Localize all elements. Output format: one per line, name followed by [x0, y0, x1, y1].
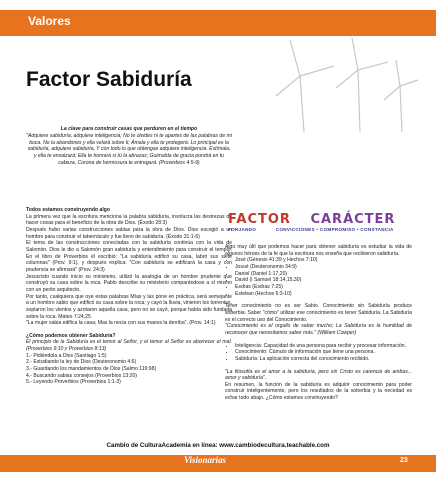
paragraph: Jesucristo cuando inicio su ministerio, utilizó la analogía de un hombre prudente que construyó su casa sobre la roca. Pablo describe su ministerio comparándose a sí mismo con un perito arquitecto. [26, 273, 232, 293]
cowper-quote: "Conocimiento es el orgullo de saber mucho; La Sabiduría es la humildad de reconocer que necesitamos saber más." (William Cowper) [225, 323, 412, 336]
visionarias-logo: Visionarias [184, 455, 227, 465]
steps-list [26, 353, 232, 386]
list-item: • Josué (Deuteronomio 34:9) [235, 264, 412, 271]
list-item: 5.- Leyendo Proverbios (Proverbios 1:1-3) [26, 379, 121, 386]
section-heading: Todos estamos construyendo algo [26, 207, 110, 213]
heroes-list [225, 257, 412, 297]
question-intro: El principio de la Sabiduría es el temor al Señor, y el temor al Señor es aborrecer el mal. (Proverbios 9:10 y Proverbios 8:13) [26, 339, 232, 353]
list-item: 1.- Pidiéndola a Dios (Santiago 1:5) [26, 352, 107, 359]
windmills-illustration [260, 36, 420, 132]
list-item: • Esdras (Esdras 7:25) [235, 284, 412, 291]
paragraph: En resumen, la función de la sabiduría es adquirir conocimiento para poder construir inteligentemente, pero los resultados de la soberbia y la necedad es echar todo abajo. ¿Cómo estamos construyendo? [225, 381, 412, 402]
intro-block [26, 126, 232, 167]
intro-quote: "Adquiere sabiduría, adquiere inteligencia; No te olvides ni te apartes de las palabras de mi boca. No la abandones y ella velará sobre ti; Ámala y ella te protegerá. Lo principal es la sabiduría, adquiere sabiduría, Y con todo lo que obtengas adquiere inteligencia. Estímala, y ella te ensalzará; Ella te honrará si tú la abrazas; Guirnalda de gracia pondrá en tu cabeza, Corona de hermosura te entregará. (Proverbios 4:5-9) [26, 132, 232, 166]
paragraph: La primera vez que la escritura menciona la palabra sabiduría, involucra las destrezas de hacer cosas para el beneficio de la obra de Dios. (Éxodo 28:3) [26, 213, 232, 227]
list-item: • David (I Samuel 18:14,15,30) [235, 277, 412, 284]
question-heading: ¿Cómo podemos obtener Sabiduría? [26, 332, 116, 339]
logo-sub-forjando: FORJANDO [228, 227, 257, 232]
list-item: 2.- Estudiando la ley de Dios (Deuteronomio 4:6) [26, 359, 137, 366]
list-item: • Daniel (Daniel 1:17,20) [235, 271, 412, 278]
factor-caracter-logo [228, 212, 418, 246]
list-item: • Esteban (Hechos 6:3-10) [235, 291, 412, 298]
footer-link-text: Cambio de CulturaAcademia en línea: www.cambiodecultura.teachable.com [106, 442, 330, 449]
left-column [26, 207, 232, 386]
list-item: • Conocimiento: Cúmulo de información que tiene una persona. [235, 349, 412, 356]
paragraph: Después hubo varias construcciones sabias para la obra de Dios. Dios escogió a un hombre para construir el tabernáculo y fue lleno de sabiduría. (Éxodo 31:1-6) [26, 226, 232, 240]
paragraph: "La mujer sabia edifica la casa; Mas la necia con sus manos la derriba". (Prov. 14:1) [26, 320, 216, 327]
intro-heading: La clave para construir casas que perduren en el tiempo [60, 126, 198, 132]
section-title: Valores [28, 14, 71, 28]
list-item: • José (Génesis 41:39 y Hechos 7:10) [235, 257, 412, 264]
list-item: 3.- Guardando los mandamientos de Dios (Salmo 119:98) [26, 366, 157, 373]
article-title: Factor Sabiduría [26, 68, 192, 91]
paragraph: Algo muy útil que podemos hacer para obtener sabiduría es estudiar la vida de algunos héroes de la fe que la escritura nos enseña que recibieron sabiduría. [225, 244, 412, 257]
list-item: • Inteligencia: Capacidad de una persona para recibir y procesar información. [235, 343, 412, 350]
list-item: • Sabiduría: La aplicación correcta del conocimiento recibido. [235, 356, 412, 363]
philosophy-quote: "La filosofía es el amor a la sabiduría, pero sin Cristo es carencia de ambas... amor y sabiduría". [225, 368, 412, 382]
definitions-list [225, 343, 412, 363]
paragraph: Por tanto, cualquiera que oye estas palabras Mías y las pone en práctica, será semejante a un hombre sabio que edificó su casa sobre la roca; y cayó la lluvia, vinieron los torrentes, soplaron los vientos y azotaron aquella casa, pero no se cayó, porque había sido fundada sobre la roca. Mateo 7:24,25 [26, 293, 232, 320]
page-number: 23 [400, 457, 408, 464]
logo-sub-tagline: CONVICCIONES • COMPROMISO • CONSTANCIA [275, 227, 394, 232]
logo-word-caracter: CARÁCTER [310, 212, 396, 227]
paragraph: Tener conocimiento no es ser Sabio. Conocimiento sin Sabiduría produce soberbia. Saber "cómo" utilizar ese conocimiento es tener Sabiduría. La Sabiduría es el correcto uso del Conocimiento. [225, 303, 412, 323]
logo-word-factor: FACTOR [228, 212, 291, 227]
list-item: 4.- Buscando sabias consejos (Proverbios 13:20) [26, 372, 137, 379]
right-column [225, 244, 412, 402]
paragraph: El tema de las construcciones conectadas con la sabiduría continúa con la vida de Salomón. Dios le dio a Salomón gran sabiduría y entendimiento para construir el templo. En el libro de Proverbios él escribió: "La sabiduría edificó su casa, labró sus siete columnas" (Prov. 9:1), y después explica: "Con sabiduría se edificará la casa y con prudencia se afirmará" (Prov. 24:3) [26, 240, 232, 273]
